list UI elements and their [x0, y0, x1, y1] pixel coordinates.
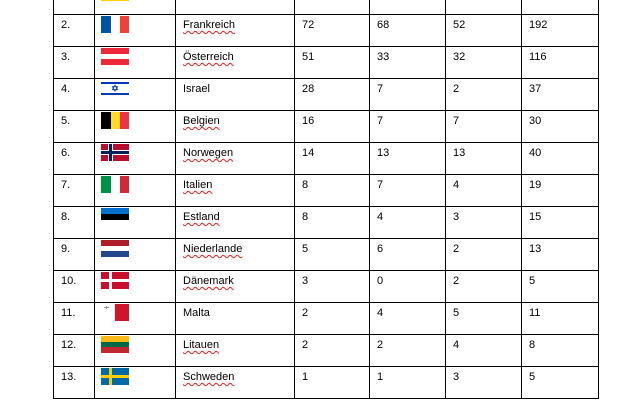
rank-cell — [54, 367, 95, 399]
rank-text: 7. — [61, 179, 71, 191]
table-row-9 — [54, 239, 599, 271]
flag-cell — [95, 303, 176, 335]
country-cell — [176, 175, 295, 207]
value-cell-2 — [370, 207, 446, 239]
total-cell — [522, 15, 599, 47]
medal-table — [53, 0, 599, 399]
estonia-flag-icon — [101, 208, 129, 225]
value-cell-1 — [295, 111, 370, 143]
norway-flag-icon — [101, 144, 129, 161]
value-2: 4 — [377, 307, 384, 319]
value-cell-2 — [370, 15, 446, 47]
value-2: 6 — [377, 243, 384, 255]
value-3: 7 — [453, 115, 460, 127]
rank-cell — [54, 335, 95, 367]
total-value: 5 — [529, 371, 536, 383]
total-value: 11 — [529, 307, 541, 319]
value-3: 4 — [453, 339, 460, 351]
flag-cell — [95, 239, 176, 271]
total-value: 5 — [529, 275, 536, 287]
value-3: 52 — [453, 19, 466, 31]
value-1: 2 — [302, 307, 309, 319]
rank-text: 6. — [61, 147, 71, 159]
table-row-4 — [54, 79, 599, 111]
value-2: 68 — [377, 19, 390, 31]
value-1: 28 — [302, 83, 315, 95]
total-value: 116 — [529, 51, 547, 63]
table-row-8 — [54, 207, 599, 239]
value-2: 13 — [377, 147, 390, 159]
country-cell — [176, 47, 295, 79]
table-row-6 — [54, 143, 599, 175]
country-cell — [176, 0, 295, 15]
country-name: Estland — [183, 211, 220, 223]
total-cell — [522, 271, 599, 303]
country-cell — [176, 15, 295, 47]
value-cell-2 — [370, 111, 446, 143]
total-cell — [522, 0, 599, 15]
value-1: 3 — [302, 275, 309, 287]
value-cell-3 — [446, 175, 522, 207]
value-cell-1 — [295, 47, 370, 79]
value-cell-1 — [295, 367, 370, 399]
table-row-3 — [54, 47, 599, 79]
rank-cell — [54, 111, 95, 143]
value-cell-3 — [446, 335, 522, 367]
rank-cell — [54, 0, 95, 15]
flag-cell — [95, 367, 176, 399]
value-2: 0 — [377, 275, 384, 287]
value-2: 1 — [377, 371, 384, 383]
value-cell-3 — [446, 271, 522, 303]
rank-text: 3. — [61, 51, 71, 63]
flag-cell — [95, 79, 176, 111]
belgium-flag-icon — [101, 112, 129, 129]
total-cell — [522, 303, 599, 335]
value-cell-1 — [295, 239, 370, 271]
value-cell-2 — [370, 143, 446, 175]
value-1: 72 — [302, 19, 315, 31]
total-value: 37 — [529, 83, 542, 95]
rank-text: 11. — [61, 307, 76, 319]
value-2: 33 — [377, 51, 390, 63]
country-name: Niederlande — [183, 243, 243, 255]
total-value: 15 — [529, 211, 542, 223]
value-3: 32 — [453, 51, 466, 63]
rank-text: 2. — [61, 19, 71, 31]
flag-cell — [95, 111, 176, 143]
denmark-flag-icon — [101, 272, 129, 289]
country-cell — [176, 367, 295, 399]
value-3: 2 — [453, 275, 460, 287]
france-flag-icon — [101, 16, 129, 33]
country-cell — [176, 335, 295, 367]
value-cell-1 — [295, 335, 370, 367]
value-1: 14 — [302, 147, 315, 159]
value-cell-3 — [446, 111, 522, 143]
total-cell — [522, 79, 599, 111]
country-name: Malta — [183, 307, 210, 319]
italy-flag-icon — [101, 176, 129, 193]
value-2: 7 — [377, 83, 384, 95]
value-cell-3 — [446, 47, 522, 79]
value-1: 8 — [302, 179, 309, 191]
rank-cell — [54, 15, 95, 47]
value-cell-1 — [295, 207, 370, 239]
lithuania-flag-icon — [101, 336, 129, 353]
rank-text: 5. — [61, 115, 71, 127]
flag-cell — [95, 271, 176, 303]
country-name: Dänemark — [183, 275, 234, 287]
value-1: 2 — [302, 339, 309, 351]
rank-text: 9. — [61, 243, 71, 255]
flag-cell — [95, 143, 176, 175]
value-cell-3 — [446, 239, 522, 271]
value-3: 5 — [453, 307, 460, 319]
value-2: 2 — [377, 339, 384, 351]
country-cell — [176, 143, 295, 175]
germany-flag-icon — [101, 0, 129, 1]
country-cell — [176, 79, 295, 111]
malta-flag-icon — [101, 304, 129, 321]
total-cell — [522, 367, 599, 399]
value-cell-2 — [370, 335, 446, 367]
total-cell — [522, 335, 599, 367]
total-cell — [522, 111, 599, 143]
israel-flag-icon — [101, 80, 129, 97]
flag-cell — [95, 47, 176, 79]
rank-cell — [54, 271, 95, 303]
country-name: Norwegen — [183, 147, 234, 159]
flag-cell — [95, 0, 176, 15]
value-cell-1 — [295, 271, 370, 303]
value-3: 4 — [453, 179, 460, 191]
total-value: 13 — [529, 243, 542, 255]
total-cell — [522, 47, 599, 79]
value-2: 7 — [377, 179, 384, 191]
country-name: Belgien — [183, 115, 220, 127]
total-cell — [522, 175, 599, 207]
total-cell — [522, 239, 599, 271]
rank-cell — [54, 47, 95, 79]
value-cell-2 — [370, 79, 446, 111]
flag-cell — [95, 15, 176, 47]
medal-table-body — [54, 0, 599, 399]
value-3: 2 — [453, 83, 460, 95]
rank-cell — [54, 79, 95, 111]
total-value: 30 — [529, 115, 542, 127]
value-cell-1 — [295, 175, 370, 207]
value-cell-3 — [446, 0, 522, 15]
value-cell-1 — [295, 0, 370, 15]
total-cell — [522, 143, 599, 175]
value-1: 5 — [302, 243, 309, 255]
table-row-5 — [54, 111, 599, 143]
country-name: Schweden — [183, 371, 235, 383]
total-value: 19 — [529, 179, 542, 191]
value-cell-3 — [446, 79, 522, 111]
country-cell — [176, 111, 295, 143]
country-name: Litauen — [183, 339, 220, 351]
rank-text: 13. — [61, 371, 77, 383]
table-row-7 — [54, 175, 599, 207]
total-cell — [522, 207, 599, 239]
value-cell-3 — [446, 303, 522, 335]
value-cell-2 — [370, 0, 446, 15]
value-cell-3 — [446, 143, 522, 175]
value-cell-2 — [370, 271, 446, 303]
value-cell-1 — [295, 15, 370, 47]
total-value: 40 — [529, 147, 542, 159]
table-row-11 — [54, 303, 599, 335]
rank-cell — [54, 303, 95, 335]
country-cell — [176, 303, 295, 335]
country-cell — [176, 239, 295, 271]
value-cell-1 — [295, 143, 370, 175]
value-cell-3 — [446, 207, 522, 239]
value-cell-1 — [295, 303, 370, 335]
value-1: 1 — [302, 371, 309, 383]
value-1: 16 — [302, 115, 315, 127]
rank-text: 4. — [61, 83, 71, 95]
value-cell-3 — [446, 15, 522, 47]
value-1: 51 — [302, 51, 315, 63]
table-row-13 — [54, 367, 599, 399]
rank-text: 12. — [61, 339, 77, 351]
value-3: 3 — [453, 211, 460, 223]
table-row-2 — [54, 15, 599, 47]
value-cell-2 — [370, 175, 446, 207]
value-3: 13 — [453, 147, 466, 159]
flag-cell — [95, 207, 176, 239]
country-name: Israel — [183, 83, 210, 95]
sweden-flag-icon — [101, 368, 129, 385]
value-cell-2 — [370, 367, 446, 399]
total-value: 192 — [529, 19, 548, 31]
value-2: 4 — [377, 211, 384, 223]
value-3: 3 — [453, 371, 460, 383]
value-cell-2 — [370, 239, 446, 271]
country-name: Frankreich — [183, 19, 235, 31]
flag-cell — [95, 335, 176, 367]
austria-flag-icon — [101, 48, 129, 65]
netherlands-flag-icon — [101, 240, 129, 257]
table-row-1 — [54, 0, 599, 15]
rank-cell — [54, 175, 95, 207]
rank-text: 10. — [61, 275, 77, 287]
rank-cell — [54, 143, 95, 175]
value-cell-2 — [370, 47, 446, 79]
value-cell-3 — [446, 367, 522, 399]
table-row-12 — [54, 335, 599, 367]
flag-cell — [95, 175, 176, 207]
table-row-10 — [54, 271, 599, 303]
country-name: Italien — [183, 179, 213, 191]
rank-text: 8. — [61, 211, 71, 223]
rank-cell — [54, 239, 95, 271]
value-1: 8 — [302, 211, 309, 223]
country-cell — [176, 271, 295, 303]
country-name: Österreich — [183, 51, 234, 63]
value-cell-2 — [370, 303, 446, 335]
value-2: 7 — [377, 115, 384, 127]
value-cell-1 — [295, 79, 370, 111]
value-3: 2 — [453, 243, 460, 255]
total-value: 8 — [529, 339, 536, 351]
rank-cell — [54, 207, 95, 239]
country-cell — [176, 207, 295, 239]
